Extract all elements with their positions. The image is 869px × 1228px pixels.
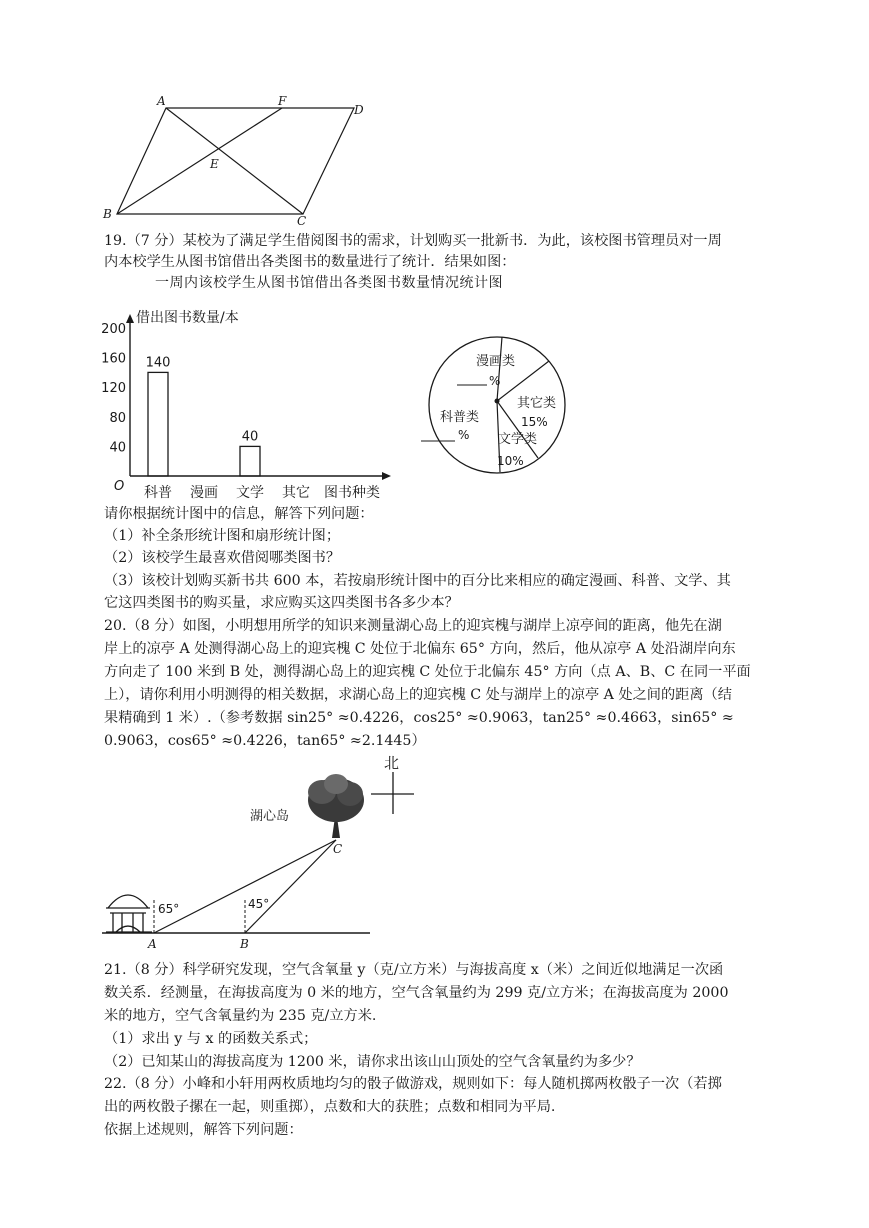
pie-divider-top bbox=[497, 337, 502, 401]
pie-center-dot bbox=[495, 399, 500, 404]
line-ac bbox=[154, 840, 336, 933]
pie-label-qita: 其它类 bbox=[517, 396, 557, 411]
x-category-label: 文学 bbox=[236, 485, 264, 501]
q20-line-5: 果精确到 1 米）.（参考数据 sin25° ≈0.4226，cos25° ≈0.9063，tan25° ≈0.4663，sin65° ≈ bbox=[104, 710, 734, 726]
q20-line-1: 20.（8 分）如图，小明想用所学的知识来测量湖心岛上的迎宾槐与湖岸上凉亭间的距离，他先在湖 bbox=[104, 618, 722, 634]
tree-icon bbox=[308, 774, 364, 838]
y-axis-arrow bbox=[126, 314, 134, 323]
q19-question-line-2: （1）补全条形统计图和扇形统计图； bbox=[104, 528, 341, 544]
point-a-label: A bbox=[148, 937, 157, 951]
pie-percent-qita: 15% bbox=[521, 415, 548, 429]
q22-line-1: 22.（8 分）小峰和小轩用两枚质地均匀的骰子做游戏，规则如下：每人随机掷两枚骰子一次（若掷 bbox=[104, 1076, 722, 1092]
pie-label-manhua: 漫画类 bbox=[476, 354, 516, 369]
q21-line-4: （1）求出 y 与 x 的函数关系式； bbox=[104, 1031, 318, 1047]
x-axis-arrow bbox=[382, 472, 391, 480]
pie-label-kepu: 科普类 bbox=[440, 410, 480, 425]
pie-percent-wenxue: 10% bbox=[497, 454, 524, 468]
q22-line-2: 出的两枚骰子摞在一起，则重掷），点数和大的获胜；点数和相同为平局. bbox=[104, 1099, 556, 1115]
q19-question-line-1: 请你根据统计图中的信息，解答下列问题： bbox=[104, 506, 374, 522]
origin-label: O bbox=[114, 479, 125, 494]
bar-chart bbox=[100, 300, 400, 505]
point-b-label: B bbox=[240, 937, 249, 951]
y-axis-label: 借出图书数量/本 bbox=[136, 310, 239, 326]
x-category-label: 漫画 bbox=[190, 485, 218, 501]
bar-value-label: 40 bbox=[241, 429, 259, 445]
label-b: B bbox=[103, 207, 112, 221]
north-compass bbox=[371, 772, 414, 814]
lake-figure bbox=[100, 750, 430, 955]
pie-chart bbox=[420, 335, 600, 480]
y-tick-label: 80 bbox=[109, 410, 126, 426]
x-category-label: 其它 bbox=[282, 485, 310, 501]
q19-question-line-3: （2）该校学生最喜欢借阅哪类图书？ bbox=[104, 550, 341, 566]
parallelogram-figure bbox=[100, 90, 380, 230]
y-tick-label: 40 bbox=[109, 440, 126, 456]
chart-title: 一周内该校学生从图书馆借出各类图书数量情况统计图 bbox=[155, 275, 503, 291]
q19-question-line-5: 它这四类图书的购买量，求应购买这四类图书各多少本？ bbox=[104, 595, 459, 611]
x-axis-label: 图书种类 bbox=[324, 485, 380, 501]
q21-line-2: 数关系．经测量，在海拔高度为 0 米的地方，空气含氧量约为 299 克/立方米；在海拔高度为 2000 bbox=[104, 985, 729, 1001]
label-c: C bbox=[297, 214, 307, 228]
pavilion-icon bbox=[106, 895, 152, 932]
parallelogram-outline bbox=[117, 108, 354, 214]
q20-line-3: 方向走了 100 米到 B 处，测得湖心岛上的迎宾槐 C 处位于北偏东 45° 方向（点 A、B、C 在同一平面 bbox=[104, 664, 751, 680]
q20-line-2: 岸上的凉亭 A 处测得湖心岛上的迎宾槐 C 处位于北偏东 65° 方向，然后，他从凉亭 A 处沿湖岸向东 bbox=[104, 641, 736, 657]
q22-line-3: 依据上述规则，解答下列问题： bbox=[104, 1122, 303, 1138]
angle-a-label: 65° bbox=[158, 902, 180, 916]
pie-percent-kepu: % bbox=[458, 428, 470, 442]
north-label: 北 bbox=[384, 754, 400, 772]
x-category-label: 科普 bbox=[144, 485, 172, 501]
pie-percent-manhua: % bbox=[489, 374, 501, 388]
q20-line-6: 0.9063，cos65° ≈0.4226，tan65° ≈2.1445） bbox=[104, 733, 426, 749]
pie-label-wenxue: 文学类 bbox=[498, 432, 538, 447]
q21-line-3: 米的地方，空气含氧量约为 235 克/立方米. bbox=[104, 1008, 377, 1024]
y-tick-label: 120 bbox=[101, 381, 126, 397]
point-c-label: C bbox=[333, 842, 343, 856]
q21-line-1: 21.（8 分）科学研究发现，空气含氧量 y（克/立方米）与海拔高度 x（米）之间近似地满足一次函 bbox=[104, 962, 724, 978]
q21-line-5: （2）已知某山的海拔高度为 1200 米，请你求出该山山顶处的空气含氧量约为多少？ bbox=[104, 1054, 641, 1070]
label-f: F bbox=[278, 94, 287, 108]
q19-intro-line-1: 19.（7 分）某校为了满足学生借阅图书的需求，计划购买一批新书．为此，该校图书管理员对一周 bbox=[104, 233, 722, 249]
q19-question-line-4: （3）该校计划购买新书共 600 本，若按扇形统计图中的百分比来相应的确定漫画、科普、文学、其 bbox=[104, 573, 731, 589]
y-tick-label: 200 bbox=[101, 322, 126, 337]
bar-科普 bbox=[148, 372, 168, 476]
q20-line-4: 上），请你利用小明测得的相关数据，求湖心岛上的迎宾槐 C 处与湖岸上的凉亭 A 处之间的距离（结 bbox=[104, 687, 732, 703]
q19-intro-line-2: 内本校学生从图书馆借出各类图书的数量进行了统计．结果如图： bbox=[104, 254, 516, 270]
y-tick-label: 160 bbox=[101, 351, 126, 367]
label-d: D bbox=[354, 103, 364, 117]
line-bc bbox=[245, 840, 336, 933]
label-a: A bbox=[157, 94, 166, 108]
bar-文学 bbox=[240, 446, 260, 476]
angle-b-label: 45° bbox=[248, 897, 270, 911]
label-e: E bbox=[210, 157, 219, 171]
diagonal-ac bbox=[166, 108, 303, 214]
bar-value-label: 140 bbox=[145, 355, 171, 371]
island-label: 湖心岛 bbox=[250, 809, 290, 824]
